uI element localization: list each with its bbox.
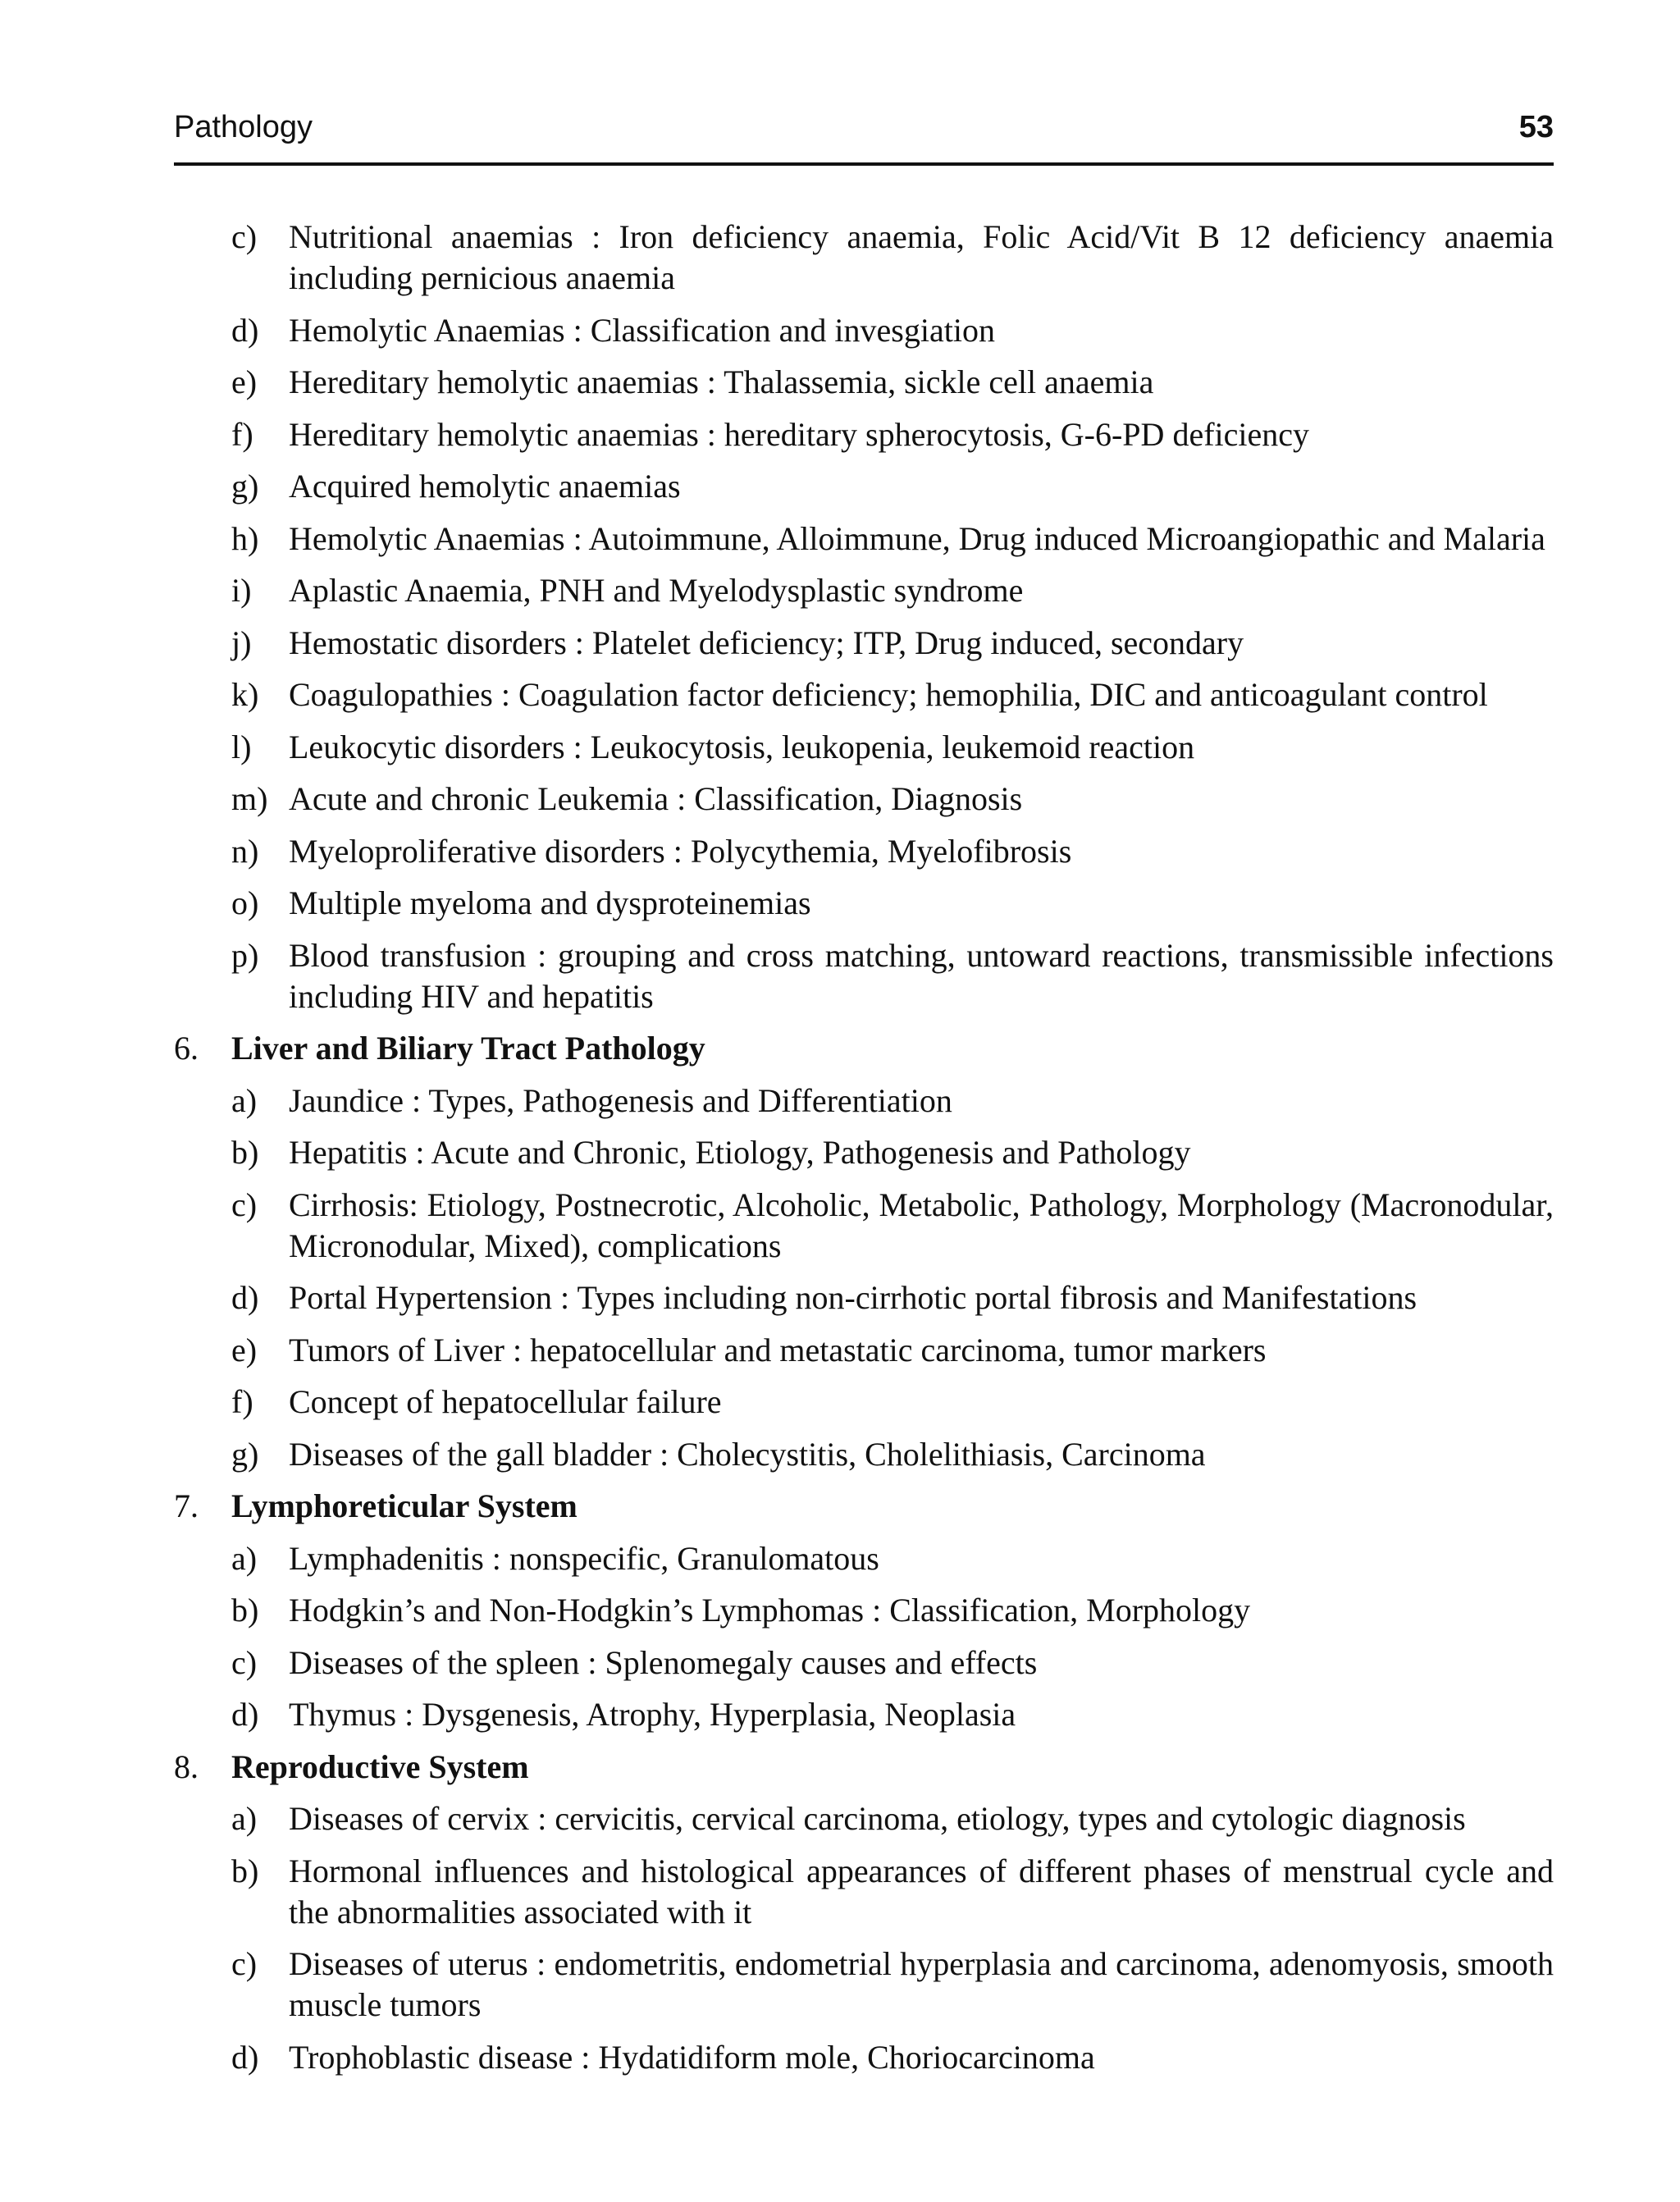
list-item [0, 935, 1680, 1017]
item-text: Hereditary hemolytic anaemias : hereditary spherocytosis, G-6-PD deficiency [289, 415, 1310, 453]
item-text: Concept of hepatocellular failure [289, 1383, 722, 1420]
item-text: Hodgkin’s and Non-Hodgkin’s Lymphomas : Classification, Morphology [289, 1592, 1251, 1629]
item-text: Diseases of the spleen : Splenomegaly causes and effects [289, 1643, 1038, 1681]
list-item [0, 414, 1680, 455]
item-marker: k) [231, 676, 259, 713]
list-item [0, 466, 1680, 507]
list-item [0, 1330, 1680, 1371]
item-text: Aplastic Anaemia, PNH and Myelodysplastic syndrome [289, 572, 1024, 609]
item-marker: d) [231, 311, 259, 349]
list-item [0, 1277, 1680, 1318]
list-item [0, 831, 1680, 872]
section-title: Lymphoreticular System [231, 1487, 578, 1524]
item-text: Diseases of uterus : endometritis, endometrial hyperplasia and carcinoma, adenomyosis, smooth muscle tumors [289, 1945, 1554, 2023]
item-text: Thymus : Dysgenesis, Atrophy, Hyperplasia, Neoplasia [289, 1696, 1016, 1733]
list-item [0, 1694, 1680, 1735]
list-item [0, 2037, 1680, 2078]
item-marker: c) [231, 1643, 258, 1681]
item-text: Acquired hemolytic anaemias [289, 468, 681, 505]
syllabus-content [0, 217, 1680, 2089]
item-marker: e) [231, 363, 258, 400]
item-marker: b) [231, 1134, 259, 1171]
item-text: Nutritional anaemias : Iron deficiency anaemia, Folic Acid/Vit B 12 deficiency anaemia including pernicious anaemia [289, 218, 1554, 296]
list-item [0, 1132, 1680, 1173]
section-title: Reproductive System [231, 1747, 529, 1785]
item-marker: h) [231, 519, 259, 557]
list-item [0, 1080, 1680, 1122]
item-text: Coagulopathies : Coagulation factor deficiency; hemophilia, DIC and anticoagulant control [289, 676, 1488, 713]
list-item [0, 1851, 1680, 1933]
page-number: 53 [1518, 110, 1554, 144]
item-marker: d) [231, 2038, 259, 2076]
list-item [0, 1382, 1680, 1423]
item-marker: l) [231, 728, 252, 765]
item-text: Hepatitis : Acute and Chronic, Etiology, Pathogenesis and Pathology [289, 1134, 1191, 1171]
item-text: Blood transfusion : grouping and cross matching, untoward reactions, transmissible infections including HIV and hepatitis [289, 936, 1554, 1015]
item-marker: b) [231, 1592, 259, 1629]
item-text: Lymphadenitis : nonspecific, Granulomatous [289, 1539, 879, 1577]
running-title: Pathology [174, 110, 313, 144]
section-number: 8. [174, 1747, 199, 1785]
item-marker: f) [231, 1383, 253, 1420]
item-marker: m) [231, 780, 268, 817]
list-item [0, 1434, 1680, 1475]
item-marker: d) [231, 1279, 259, 1316]
list-item [0, 362, 1680, 403]
item-marker: g) [231, 468, 259, 505]
item-marker: n) [231, 832, 259, 870]
section-heading [0, 1028, 1680, 1069]
item-marker: f) [231, 415, 253, 453]
section-heading [0, 1747, 1680, 1788]
item-marker: e) [231, 1331, 258, 1368]
list-item [0, 623, 1680, 664]
list-item [0, 1590, 1680, 1631]
item-marker: g) [231, 1435, 259, 1473]
item-text: Cirrhosis: Etiology, Postnecrotic, Alcoholic, Metabolic, Pathology, Morphology (Macronodular, Micronodular, Mixed), complications [289, 1186, 1554, 1264]
list-item [0, 727, 1680, 768]
list-item [0, 883, 1680, 924]
item-marker: d) [231, 1696, 259, 1733]
item-marker: c) [231, 1186, 258, 1223]
section-number: 6. [174, 1030, 199, 1067]
page-header [174, 107, 1554, 166]
list-item [0, 217, 1680, 299]
list-item [0, 1538, 1680, 1579]
item-text: Portal Hypertension : Types including non-cirrhotic portal fibrosis and Manifestations [289, 1279, 1418, 1316]
item-text: Trophoblastic disease : Hydatidiform mole, Choriocarcinoma [289, 2038, 1095, 2076]
section-title: Liver and Biliary Tract Pathology [231, 1030, 705, 1067]
list-item [0, 1798, 1680, 1839]
section-heading [0, 1486, 1680, 1527]
item-marker: b) [231, 1852, 259, 1889]
list-item [0, 570, 1680, 611]
list-item [0, 1944, 1680, 2026]
item-marker: a) [231, 1800, 258, 1837]
item-text: Diseases of cervix : cervicitis, cervical carcinoma, etiology, types and cytologic diagnosis [289, 1800, 1466, 1837]
item-marker: j) [231, 624, 252, 661]
item-text: Hemostatic disorders : Platelet deficiency; ITP, Drug induced, secondary [289, 624, 1244, 661]
item-text: Hemolytic Anaemias : Autoimmune, Alloimmune, Drug induced Microangiopathic and Malaria [289, 519, 1545, 557]
item-text: Myeloproliferative disorders : Polycythemia, Myelofibrosis [289, 832, 1072, 870]
item-marker: p) [231, 936, 259, 974]
item-text: Jaundice : Types, Pathogenesis and Differentiation [289, 1081, 952, 1119]
item-marker: c) [231, 218, 258, 255]
item-text: Leukocytic disorders : Leukocytosis, leukopenia, leukemoid reaction [289, 728, 1195, 765]
section-number: 7. [174, 1487, 199, 1524]
item-text: Multiple myeloma and dysproteinemias [289, 884, 811, 921]
item-marker: a) [231, 1081, 258, 1119]
list-item [0, 779, 1680, 820]
list-item [0, 674, 1680, 715]
list-item [0, 1642, 1680, 1683]
list-item [0, 519, 1680, 560]
item-text: Hemolytic Anaemias : Classification and invesgiation [289, 311, 995, 349]
item-text: Tumors of Liver : hepatocellular and metastatic carcinoma, tumor markers [289, 1331, 1267, 1368]
item-text: Hormonal influences and histological appearances of different phases of menstrual cycle and the abnormalities associated with it [289, 1852, 1554, 1930]
item-text: Acute and chronic Leukemia : Classification, Diagnosis [289, 780, 1023, 817]
item-text: Diseases of the gall bladder : Cholecystitis, Cholelithiasis, Carcinoma [289, 1435, 1206, 1473]
item-marker: c) [231, 1945, 258, 1982]
item-marker: a) [231, 1539, 258, 1577]
list-item [0, 310, 1680, 351]
list-item [0, 1185, 1680, 1267]
item-text: Hereditary hemolytic anaemias : Thalassemia, sickle cell anaemia [289, 363, 1154, 400]
item-marker: i) [231, 572, 252, 609]
item-marker: o) [231, 884, 259, 921]
